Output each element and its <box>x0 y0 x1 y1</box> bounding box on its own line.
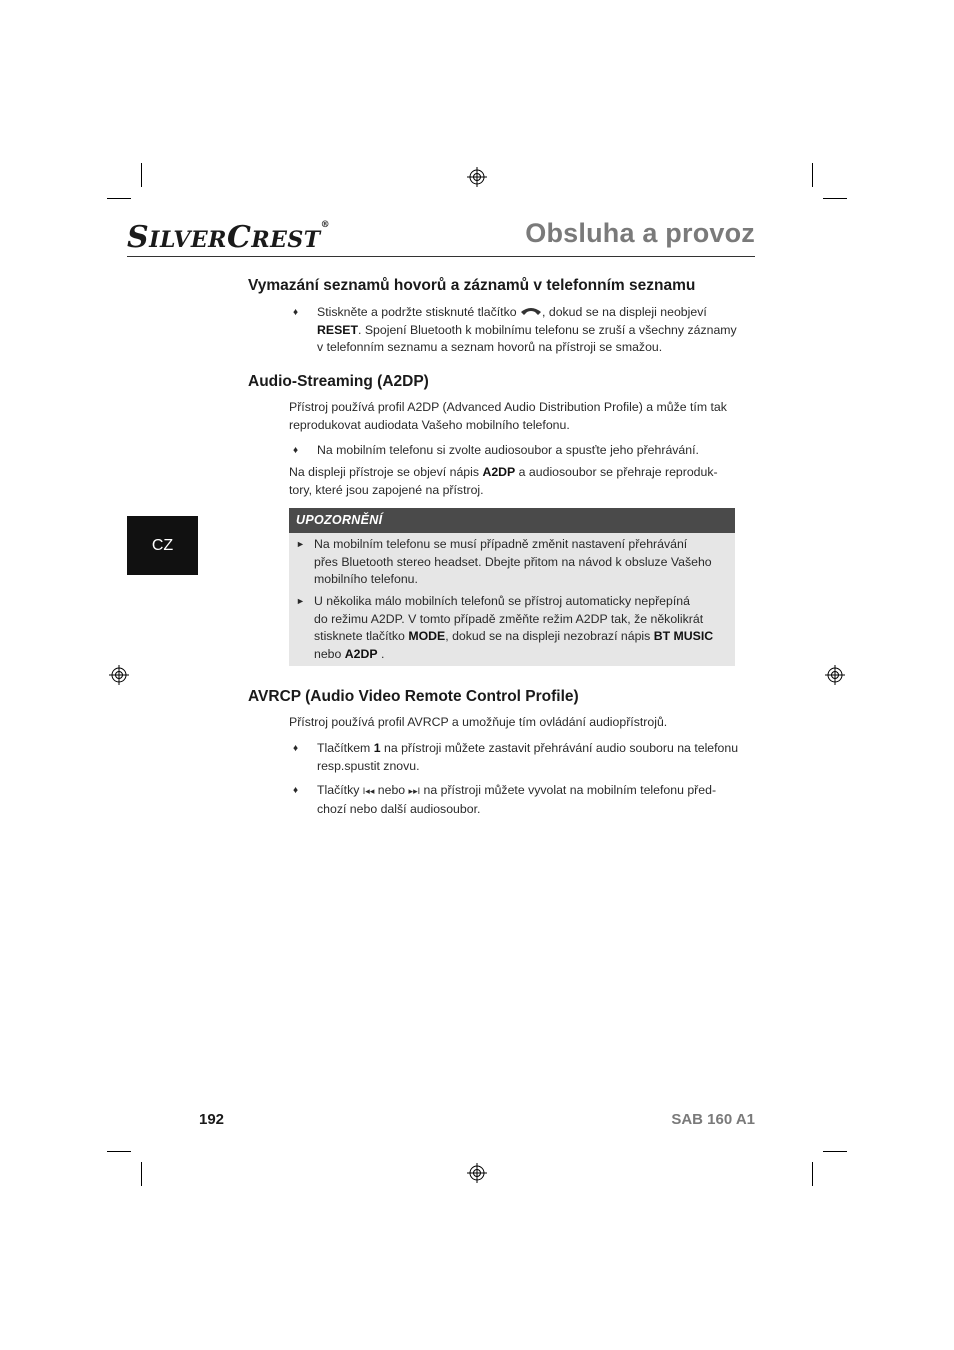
note-item: ► U několika málo mobilních telefonů se přístroj automaticky nepřepíná do režimu A2DP. V tomto případě změňte režim A2DP tak, že několikrát stisknete tlačítko MODE, dokud se na displeji nezobrazí nápis BT MUSIC nebo A2DP . <box>296 594 714 661</box>
bullet-icon: ♦ <box>293 307 299 318</box>
crop-mark <box>823 198 847 199</box>
model-number: SAB 160 A1 <box>671 1111 755 1128</box>
registration-mark-icon <box>825 665 845 685</box>
bullet-item: ♦ Tlačítkem 1 na přístroji můžete zastavit přehrávání audio souboru na telefonu resp.spustit znovu. <box>293 741 739 773</box>
next-track-icon: ▸▸I <box>408 786 421 796</box>
note-title: UPOZORNĚNÍ <box>289 508 735 533</box>
previous-track-icon: I◂◂ <box>362 786 375 796</box>
crop-mark <box>823 1151 847 1152</box>
paragraph: Přístroj používá profil A2DP (Advanced Audio Distribution Profile) a může tím tak reprodukovat audiodata Vašeho mobilního telefonu. <box>289 400 727 432</box>
brand-logo: SILVERCREST® <box>127 220 331 255</box>
section-heading-clear-lists: Vymazání seznamů hovorů a záznamů v telefonním seznamu <box>248 277 696 294</box>
note-item: ► Na mobilním telefonu se musí případně změnit nastavení přehrávání přes Bluetooth stereo headset. Dbejte přitom na návod k obsluze Vašeho mobilního telefonu. <box>296 537 712 586</box>
hang-up-phone-icon <box>520 305 542 317</box>
bullet-icon: ♦ <box>293 743 299 754</box>
paragraph: Na displeji přístroje se objeví nápis A2DP a audiosoubor se přehraje reproduk- tory, které jsou zapojené na přístroj. <box>289 465 718 497</box>
language-tab: CZ <box>127 516 198 575</box>
section-heading-avrcp: AVRCP (Audio Video Remote Control Profile) <box>248 688 579 705</box>
crop-mark <box>107 198 131 199</box>
header-divider <box>127 256 755 257</box>
registration-mark-icon <box>467 1163 487 1183</box>
crop-mark <box>107 1151 131 1152</box>
bullet-item: ♦ Tlačítky I◂◂ nebo ▸▸I na přístroji můžete vyvolat na mobilním telefonu před- chozí nebo další audiosoubor. <box>293 783 717 816</box>
arrow-icon: ► <box>296 596 305 606</box>
arrow-icon: ► <box>296 539 305 549</box>
bullet-item: ♦ Na mobilním telefonu si zvolte audiosoubor a spusťte jeho přehrávání. <box>293 442 743 460</box>
bullet-item: ♦ Stiskněte a podržte stisknuté tlačítko , dokud se na displeji neobjeví RESET. Spojení Bluetooth k mobilnímu telefonu se zruší a všechny záznamy v telefonním seznamu a seznam hovorů na přístroji se smažou. <box>293 305 737 354</box>
note-box <box>289 508 735 666</box>
bullet-icon: ♦ <box>293 445 299 456</box>
crop-mark <box>812 163 813 187</box>
crop-mark <box>141 163 142 187</box>
registration-mark-icon <box>109 665 129 685</box>
page-title: Obsluha a provoz <box>525 218 755 248</box>
bullet-icon: ♦ <box>293 785 299 796</box>
paragraph: Přístroj používá profil AVRCP a umožňuje tím ovládání audiopřístrojů. <box>289 715 668 729</box>
section-heading-a2dp: Audio-Streaming (A2DP) <box>248 373 429 390</box>
crop-mark <box>141 1162 142 1186</box>
crop-mark <box>812 1162 813 1186</box>
page-number: 192 <box>199 1111 225 1128</box>
registration-mark-icon <box>467 167 487 187</box>
